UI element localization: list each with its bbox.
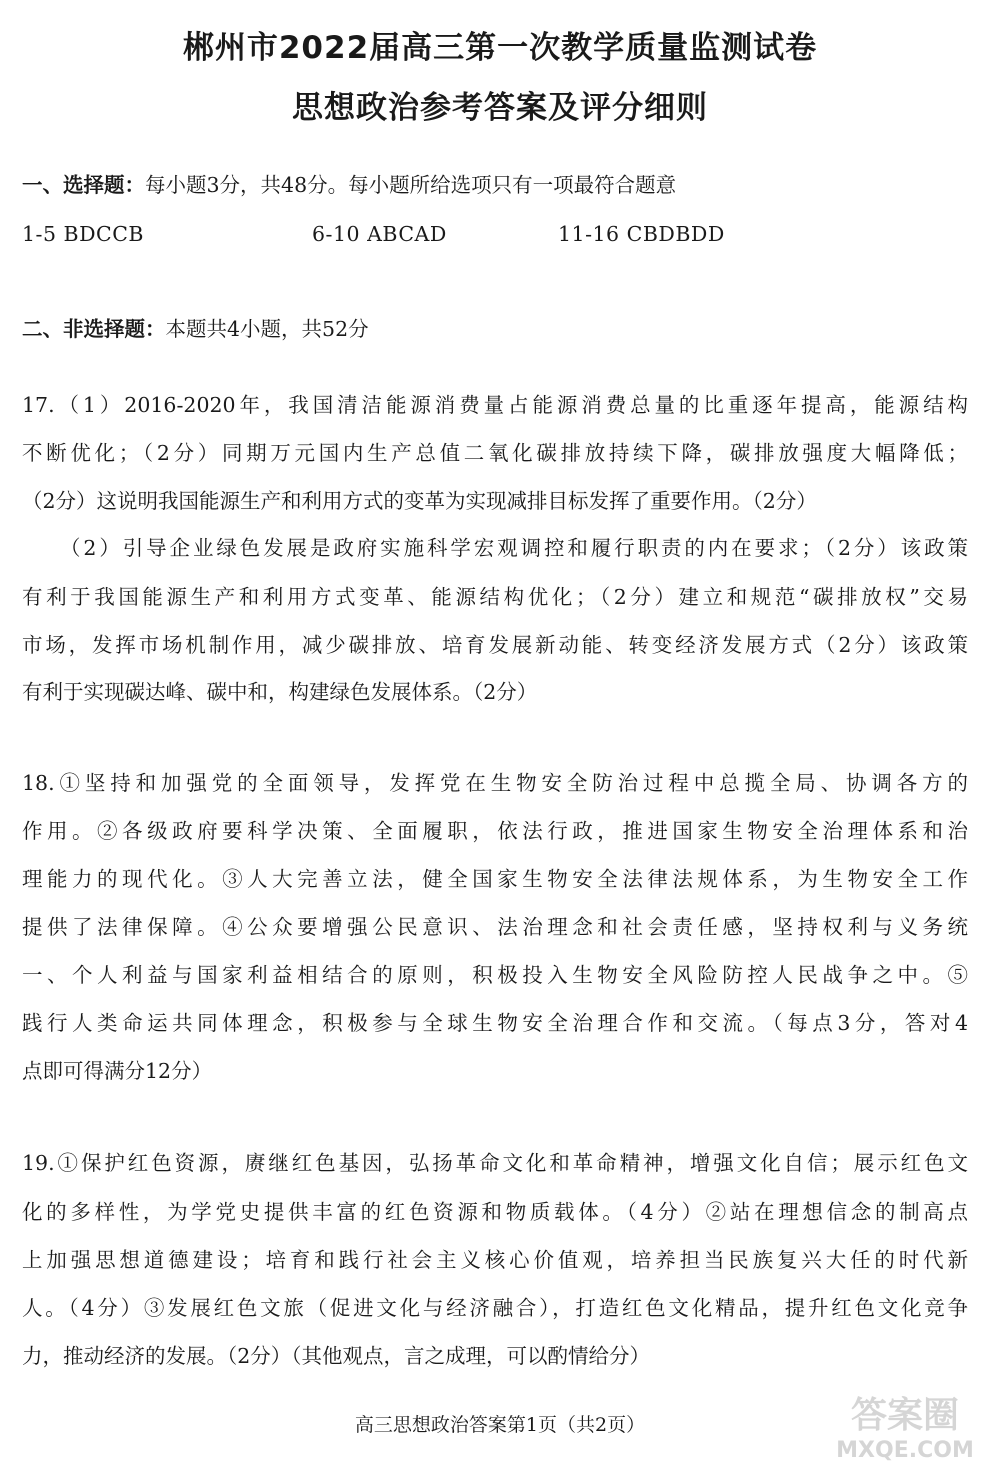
q17-line: （2）引导企业绿色发展是政府实施科学宏观调控和履行职责的内在要求；（2分）该政策: [60, 536, 968, 560]
q18-line: 作用。②各级政府要科学决策、全面履职，依法行政，推进国家生物安全治理体系和治: [22, 819, 968, 843]
q17-line: 不断优化；（2分）同期万元国内生产总值二氧化碳排放持续下降，碳排放强度大幅降低；: [22, 441, 968, 465]
answer-group-2: [312, 222, 447, 246]
watermark-url-text: MXQE.COM: [836, 1438, 974, 1463]
section1-description: 每小题3分，共48分。每小题所给选项只有一项最符合题意: [145, 173, 677, 197]
section2-heading: 二、非选择题：: [22, 317, 166, 341]
answer-letters: ABCAD: [367, 222, 447, 246]
q18-line: 18.①坚持和加强党的全面领导，发挥党在生物安全防治过程中总揽全局、协调各方的: [22, 771, 968, 795]
answer-letters: BDCCB: [63, 222, 144, 246]
q19-line: 人。（4分）③发展红色文旅（促进文化与经济融合），打造红色文化精品，提升红色文化竞争: [22, 1296, 968, 1320]
q18-line: 点即可得满分12分）: [22, 1059, 213, 1083]
answer-group-1: [22, 222, 144, 246]
q17-line: 17.（1）2016-2020年，我国清洁能源消费量占能源消费总量的比重逐年提高，能源结构: [22, 393, 968, 417]
answer-range: 6-10: [312, 222, 361, 246]
page-title: 郴州市2022届高三第一次教学质量监测试卷: [182, 30, 818, 66]
section1-heading: 一、选择题：: [22, 173, 145, 197]
answer-range: 11-16: [558, 222, 620, 246]
answer-letters: CBDBDD: [626, 222, 725, 246]
page-footer: 高三思想政治答案第1页（共2页）: [354, 1414, 646, 1436]
site-watermark-logo: [820, 1385, 990, 1465]
watermark-logo-text: 答案圈: [850, 1395, 960, 1436]
section2-description: 本题共4小题，共52分: [165, 317, 369, 341]
q17-line: 市场，发挥市场机制作用，减少碳排放、培育发展新动能、转变经济发展方式（2分）该政策: [22, 633, 968, 657]
q19-line: 上加强思想道德建设；培育和践行社会主义核心价值观，培养担当民族复兴大任的时代新: [22, 1248, 968, 1272]
q18-line: 提供了法律保障。④公众要增强公民意识、法治理念和社会责任感，坚持权利与义务统: [22, 915, 968, 939]
q17-line: 有利于我国能源生产和利用方式变革、能源结构优化；（2分）建立和规范“碳排放权”交易: [22, 585, 968, 609]
q18-line: 理能力的现代化。③人大完善立法，健全国家生物安全法律法规体系，为生物安全工作: [22, 867, 968, 891]
q19-line: 力，推动经济的发展。（2分）（其他观点，言之成理，可以酌情给分）: [22, 1344, 651, 1368]
q19-line: 化的多样性，为学党史提供丰富的红色资源和物质载体。（4分）②站在理想信念的制高点: [22, 1200, 968, 1224]
q17-line: （2分）这说明我国能源生产和利用方式的变革为实现减排目标发挥了重要作用。（2分）: [22, 489, 817, 513]
q18-line: 一、个人利益与国家利益相结合的原则，积极投入生物安全风险防控人民战争之中。⑤: [22, 963, 968, 987]
page-subtitle: 思想政治参考答案及评分细则: [292, 90, 708, 126]
q19-line: 19.①保护红色资源，赓继红色基因，弘扬革命文化和革命精神，增强文化自信；展示红色文: [22, 1151, 968, 1175]
section1-heading-line: [22, 170, 968, 200]
q17-line: 有利于实现碳达峰、碳中和，构建绿色发展体系。（2分）: [22, 680, 538, 704]
section2-heading-line: [22, 314, 968, 344]
answer-range: 1-5: [22, 222, 57, 246]
answer-group-3: [558, 222, 725, 246]
q18-line: 践行人类命运共同体理念，积极参与全球生物安全治理合作和交流。（每点3分，答对4: [22, 1011, 968, 1035]
